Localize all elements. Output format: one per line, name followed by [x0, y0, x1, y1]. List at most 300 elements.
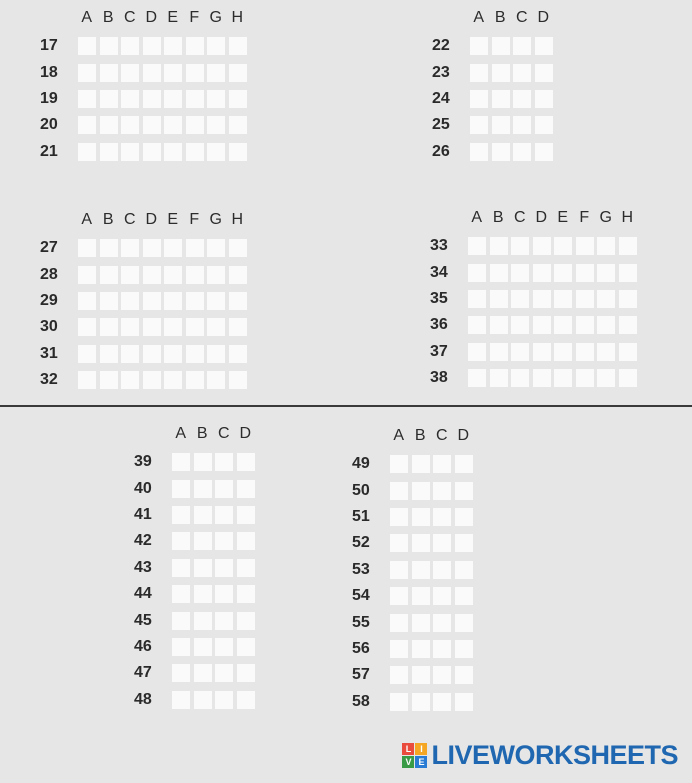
answer-box-31-b[interactable] — [100, 345, 118, 363]
answer-box-56-a[interactable] — [390, 640, 408, 658]
column-letter-h: H — [621, 209, 634, 226]
logo-letter-e: E — [415, 756, 427, 768]
answer-options — [172, 453, 255, 471]
answer-box-36-d[interactable] — [533, 316, 551, 334]
answer-box-28-c[interactable] — [121, 266, 139, 284]
answer-box-51-d[interactable] — [455, 508, 473, 526]
column-letter-d: D — [537, 9, 550, 26]
answer-box-45-c[interactable] — [215, 612, 233, 630]
answer-box-57-a[interactable] — [390, 666, 408, 684]
answer-box-23-a[interactable] — [470, 64, 488, 82]
answer-box-34-c[interactable] — [511, 264, 529, 282]
answer-box-49-d[interactable] — [455, 455, 473, 473]
answer-box-52-c[interactable] — [433, 534, 451, 552]
answer-box-30-a[interactable] — [78, 318, 96, 336]
column-header — [466, 209, 638, 227]
answer-options — [78, 345, 247, 363]
column-letter-b: B — [196, 425, 208, 442]
answer-box-24-a[interactable] — [470, 90, 488, 108]
answer-box-24-d[interactable] — [535, 90, 553, 108]
answer-box-54-b[interactable] — [412, 587, 430, 605]
answer-box-57-d[interactable] — [455, 666, 473, 684]
answer-box-30-d[interactable] — [143, 318, 161, 336]
answer-box-38-a[interactable] — [468, 369, 486, 387]
answer-box-45-b[interactable] — [194, 612, 212, 630]
answer-box-34-g[interactable] — [597, 264, 615, 282]
answer-box-25-b[interactable] — [492, 116, 510, 134]
answer-box-31-f[interactable] — [186, 345, 204, 363]
answer-box-49-c[interactable] — [433, 455, 451, 473]
answer-box-21-g[interactable] — [207, 143, 225, 161]
answer-box-42-c[interactable] — [215, 532, 233, 550]
answer-box-21-h[interactable] — [229, 143, 247, 161]
answer-box-28-a[interactable] — [78, 266, 96, 284]
question-number: 52 — [352, 534, 370, 552]
answer-box-22-d[interactable] — [535, 37, 553, 55]
answer-box-26-d[interactable] — [535, 143, 553, 161]
answer-box-53-b[interactable] — [412, 561, 430, 579]
question-row-22 — [432, 33, 553, 59]
answer-box-40-d[interactable] — [237, 480, 255, 498]
answer-box-55-a[interactable] — [390, 614, 408, 632]
answer-box-44-d[interactable] — [237, 585, 255, 603]
answer-box-33-e[interactable] — [554, 237, 572, 255]
answer-options — [172, 638, 255, 656]
answer-box-23-b[interactable] — [492, 64, 510, 82]
question-row-47 — [134, 660, 255, 686]
answer-box-50-a[interactable] — [390, 482, 408, 500]
answer-box-37-c[interactable] — [511, 343, 529, 361]
question-number: 48 — [134, 690, 152, 708]
answer-box-39-b[interactable] — [194, 453, 212, 471]
answer-box-32-c[interactable] — [121, 371, 139, 389]
answer-box-55-b[interactable] — [412, 614, 430, 632]
answer-options — [78, 266, 247, 284]
answer-box-53-c[interactable] — [433, 561, 451, 579]
question-number: 42 — [134, 532, 152, 550]
question-row-18 — [40, 59, 247, 85]
answer-box-44-b[interactable] — [194, 585, 212, 603]
answer-box-23-d[interactable] — [535, 64, 553, 82]
answer-box-49-a[interactable] — [390, 455, 408, 473]
answer-box-28-e[interactable] — [164, 266, 182, 284]
answer-box-28-h[interactable] — [229, 266, 247, 284]
answer-box-19-g[interactable] — [207, 90, 225, 108]
answer-box-48-d[interactable] — [237, 691, 255, 709]
answer-box-21-d[interactable] — [143, 143, 161, 161]
answer-options — [470, 116, 553, 134]
answer-box-37-f[interactable] — [576, 343, 594, 361]
answer-box-21-f[interactable] — [186, 143, 204, 161]
answer-box-17-d[interactable] — [143, 37, 161, 55]
answer-box-55-c[interactable] — [433, 614, 451, 632]
answer-box-31-g[interactable] — [207, 345, 225, 363]
answer-box-19-f[interactable] — [186, 90, 204, 108]
answer-box-25-c[interactable] — [513, 116, 531, 134]
answer-box-34-d[interactable] — [533, 264, 551, 282]
answer-box-17-f[interactable] — [186, 37, 204, 55]
answer-box-30-c[interactable] — [121, 318, 139, 336]
answer-box-20-e[interactable] — [164, 116, 182, 134]
answer-box-23-c[interactable] — [513, 64, 531, 82]
logo-letter-v: V — [402, 756, 414, 768]
question-number: 31 — [40, 344, 58, 362]
answer-box-47-d[interactable] — [237, 664, 255, 682]
answer-box-17-c[interactable] — [121, 37, 139, 55]
answer-box-49-b[interactable] — [412, 455, 430, 473]
answer-box-20-b[interactable] — [100, 116, 118, 134]
answer-box-19-e[interactable] — [164, 90, 182, 108]
logo-letter-l: L — [402, 743, 414, 755]
question-number: 56 — [352, 639, 370, 657]
answer-box-29-b[interactable] — [100, 292, 118, 310]
answer-box-25-a[interactable] — [470, 116, 488, 134]
answer-box-37-e[interactable] — [554, 343, 572, 361]
answer-box-31-d[interactable] — [143, 345, 161, 363]
answer-box-37-h[interactable] — [619, 343, 637, 361]
answer-box-35-e[interactable] — [554, 290, 572, 308]
answer-box-32-b[interactable] — [100, 371, 118, 389]
answer-box-18-g[interactable] — [207, 64, 225, 82]
question-row-20 — [40, 112, 247, 138]
answer-box-32-e[interactable] — [164, 371, 182, 389]
answer-box-36-b[interactable] — [490, 316, 508, 334]
answer-box-26-a[interactable] — [470, 143, 488, 161]
answer-box-30-h[interactable] — [229, 318, 247, 336]
answer-box-34-h[interactable] — [619, 264, 637, 282]
answer-box-57-b[interactable] — [412, 666, 430, 684]
answer-options — [78, 64, 247, 82]
answer-box-38-d[interactable] — [533, 369, 551, 387]
answer-box-52-a[interactable] — [390, 534, 408, 552]
answer-box-27-e[interactable] — [164, 239, 182, 257]
question-row-49 — [352, 451, 473, 477]
answer-box-27-f[interactable] — [186, 239, 204, 257]
answer-box-54-a[interactable] — [390, 587, 408, 605]
column-letter-h: H — [231, 211, 244, 228]
answer-box-30-b[interactable] — [100, 318, 118, 336]
answer-options — [390, 640, 473, 658]
answer-box-25-d[interactable] — [535, 116, 553, 134]
answer-options — [470, 143, 553, 161]
answer-box-43-a[interactable] — [172, 559, 190, 577]
answer-box-26-c[interactable] — [513, 143, 531, 161]
answer-box-54-d[interactable] — [455, 587, 473, 605]
answer-box-29-e[interactable] — [164, 292, 182, 310]
answer-box-38-f[interactable] — [576, 369, 594, 387]
answer-box-18-f[interactable] — [186, 64, 204, 82]
column-letter-a: A — [393, 427, 405, 444]
answer-box-39-a[interactable] — [172, 453, 190, 471]
answer-box-44-c[interactable] — [215, 585, 233, 603]
answer-box-40-c[interactable] — [215, 480, 233, 498]
answer-box-18-e[interactable] — [164, 64, 182, 82]
answer-box-27-g[interactable] — [207, 239, 225, 257]
answer-box-36-g[interactable] — [597, 316, 615, 334]
answer-box-17-g[interactable] — [207, 37, 225, 55]
answer-box-20-h[interactable] — [229, 116, 247, 134]
answer-box-17-e[interactable] — [164, 37, 182, 55]
answer-box-28-b[interactable] — [100, 266, 118, 284]
answer-box-32-a[interactable] — [78, 371, 96, 389]
answer-box-34-f[interactable] — [576, 264, 594, 282]
answer-box-37-a[interactable] — [468, 343, 486, 361]
answer-box-28-d[interactable] — [143, 266, 161, 284]
answer-box-18-h[interactable] — [229, 64, 247, 82]
answer-box-50-d[interactable] — [455, 482, 473, 500]
answer-box-58-a[interactable] — [390, 693, 408, 711]
answer-box-30-g[interactable] — [207, 318, 225, 336]
answer-box-58-c[interactable] — [433, 693, 451, 711]
answer-box-46-c[interactable] — [215, 638, 233, 656]
answer-box-50-b[interactable] — [412, 482, 430, 500]
answer-box-51-b[interactable] — [412, 508, 430, 526]
answer-box-33-g[interactable] — [597, 237, 615, 255]
answer-box-19-b[interactable] — [100, 90, 118, 108]
answer-box-18-c[interactable] — [121, 64, 139, 82]
answer-box-19-a[interactable] — [78, 90, 96, 108]
answer-box-43-b[interactable] — [194, 559, 212, 577]
answer-box-27-d[interactable] — [143, 239, 161, 257]
answer-box-37-g[interactable] — [597, 343, 615, 361]
answer-box-43-c[interactable] — [215, 559, 233, 577]
answer-box-42-a[interactable] — [172, 532, 190, 550]
answer-box-58-b[interactable] — [412, 693, 430, 711]
question-row-56 — [352, 636, 473, 662]
answer-options — [390, 482, 473, 500]
answer-box-55-d[interactable] — [455, 614, 473, 632]
answer-box-27-c[interactable] — [121, 239, 139, 257]
answer-box-41-d[interactable] — [237, 506, 255, 524]
answer-box-39-c[interactable] — [215, 453, 233, 471]
answer-box-21-b[interactable] — [100, 143, 118, 161]
answer-box-35-c[interactable] — [511, 290, 529, 308]
answer-box-36-f[interactable] — [576, 316, 594, 334]
question-row-50 — [352, 477, 473, 503]
answer-box-29-h[interactable] — [229, 292, 247, 310]
answer-box-33-b[interactable] — [490, 237, 508, 255]
liveworksheets-wordmark: LIVEWORKSHEETS — [431, 740, 678, 770]
answer-box-52-d[interactable] — [455, 534, 473, 552]
answer-box-31-e[interactable] — [164, 345, 182, 363]
answer-box-22-c[interactable] — [513, 37, 531, 55]
question-number: 53 — [352, 560, 370, 578]
answer-box-41-c[interactable] — [215, 506, 233, 524]
answer-box-20-a[interactable] — [78, 116, 96, 134]
answer-box-46-d[interactable] — [237, 638, 255, 656]
logo-letter-i: I — [415, 743, 427, 755]
answer-box-56-c[interactable] — [433, 640, 451, 658]
answer-box-46-a[interactable] — [172, 638, 190, 656]
answer-box-18-b[interactable] — [100, 64, 118, 82]
answer-box-48-a[interactable] — [172, 691, 190, 709]
answer-box-35-d[interactable] — [533, 290, 551, 308]
answer-box-17-h[interactable] — [229, 37, 247, 55]
answer-box-26-b[interactable] — [492, 143, 510, 161]
answer-box-18-a[interactable] — [78, 64, 96, 82]
answer-box-46-b[interactable] — [194, 638, 212, 656]
column-header — [76, 9, 248, 27]
answer-box-33-h[interactable] — [619, 237, 637, 255]
answer-box-31-a[interactable] — [78, 345, 96, 363]
answer-box-32-d[interactable] — [143, 371, 161, 389]
answer-box-32-h[interactable] — [229, 371, 247, 389]
answer-options — [390, 666, 473, 684]
question-number: 27 — [40, 239, 58, 257]
answer-options — [172, 532, 255, 550]
answer-box-40-b[interactable] — [194, 480, 212, 498]
answer-box-51-c[interactable] — [433, 508, 451, 526]
column-letter-a: A — [81, 9, 93, 26]
answer-box-57-c[interactable] — [433, 666, 451, 684]
answer-box-19-d[interactable] — [143, 90, 161, 108]
question-row-27 — [40, 235, 247, 261]
question-row-33 — [430, 233, 637, 259]
answer-box-48-c[interactable] — [215, 691, 233, 709]
answer-options — [390, 508, 473, 526]
answer-box-21-c[interactable] — [121, 143, 139, 161]
answer-box-22-b[interactable] — [492, 37, 510, 55]
answer-box-56-b[interactable] — [412, 640, 430, 658]
answer-box-35-g[interactable] — [597, 290, 615, 308]
question-number: 23 — [432, 63, 450, 81]
answer-box-36-c[interactable] — [511, 316, 529, 334]
answer-box-29-a[interactable] — [78, 292, 96, 310]
answer-box-22-a[interactable] — [470, 37, 488, 55]
answer-box-35-f[interactable] — [576, 290, 594, 308]
answer-box-39-d[interactable] — [237, 453, 255, 471]
answer-box-20-f[interactable] — [186, 116, 204, 134]
answer-box-47-c[interactable] — [215, 664, 233, 682]
answer-box-38-b[interactable] — [490, 369, 508, 387]
answer-box-31-c[interactable] — [121, 345, 139, 363]
answer-box-53-d[interactable] — [455, 561, 473, 579]
answer-box-18-d[interactable] — [143, 64, 161, 82]
column-letter-e: E — [167, 9, 179, 26]
answer-box-38-c[interactable] — [511, 369, 529, 387]
question-row-45 — [134, 607, 255, 633]
answer-box-27-a[interactable] — [78, 239, 96, 257]
question-row-35 — [430, 286, 637, 312]
question-number: 51 — [352, 507, 370, 525]
answer-box-19-h[interactable] — [229, 90, 247, 108]
question-number: 17 — [40, 37, 58, 55]
answer-box-33-a[interactable] — [468, 237, 486, 255]
answer-box-20-g[interactable] — [207, 116, 225, 134]
answer-box-36-h[interactable] — [619, 316, 637, 334]
answer-box-45-d[interactable] — [237, 612, 255, 630]
answer-box-47-a[interactable] — [172, 664, 190, 682]
answer-box-42-d[interactable] — [237, 532, 255, 550]
answer-box-27-h[interactable] — [229, 239, 247, 257]
answer-box-48-b[interactable] — [194, 691, 212, 709]
answer-options — [468, 237, 637, 255]
answer-options — [78, 239, 247, 257]
answer-box-29-c[interactable] — [121, 292, 139, 310]
answer-box-35-h[interactable] — [619, 290, 637, 308]
answer-box-37-d[interactable] — [533, 343, 551, 361]
answer-box-43-d[interactable] — [237, 559, 255, 577]
answer-box-29-d[interactable] — [143, 292, 161, 310]
answer-box-30-f[interactable] — [186, 318, 204, 336]
column-letter-a: A — [473, 9, 485, 26]
answer-box-37-b[interactable] — [490, 343, 508, 361]
answer-options — [172, 559, 255, 577]
question-number: 29 — [40, 291, 58, 309]
answer-box-33-f[interactable] — [576, 237, 594, 255]
answer-box-29-g[interactable] — [207, 292, 225, 310]
answer-box-44-a[interactable] — [172, 585, 190, 603]
answer-box-38-g[interactable] — [597, 369, 615, 387]
question-number: 45 — [134, 611, 152, 629]
answer-box-29-f[interactable] — [186, 292, 204, 310]
answer-box-24-c[interactable] — [513, 90, 531, 108]
answer-box-28-f[interactable] — [186, 266, 204, 284]
answer-box-35-b[interactable] — [490, 290, 508, 308]
answer-box-28-g[interactable] — [207, 266, 225, 284]
answer-box-58-d[interactable] — [455, 693, 473, 711]
answer-box-30-e[interactable] — [164, 318, 182, 336]
answer-box-32-g[interactable] — [207, 371, 225, 389]
answer-box-38-h[interactable] — [619, 369, 637, 387]
column-letter-f: F — [579, 209, 590, 226]
answer-box-47-b[interactable] — [194, 664, 212, 682]
answer-box-53-a[interactable] — [390, 561, 408, 579]
answer-box-31-h[interactable] — [229, 345, 247, 363]
answer-box-41-b[interactable] — [194, 506, 212, 524]
question-row-30 — [40, 314, 247, 340]
answer-box-52-b[interactable] — [412, 534, 430, 552]
answer-box-21-a[interactable] — [78, 143, 96, 161]
question-number: 50 — [352, 481, 370, 499]
answer-box-19-c[interactable] — [121, 90, 139, 108]
answer-box-38-e[interactable] — [554, 369, 572, 387]
answer-box-36-e[interactable] — [554, 316, 572, 334]
answer-box-54-c[interactable] — [433, 587, 451, 605]
answer-box-45-a[interactable] — [172, 612, 190, 630]
answer-box-34-e[interactable] — [554, 264, 572, 282]
answer-box-33-c[interactable] — [511, 237, 529, 255]
answer-box-36-a[interactable] — [468, 316, 486, 334]
answer-box-41-a[interactable] — [172, 506, 190, 524]
question-row-28 — [40, 261, 247, 287]
answer-box-51-a[interactable] — [390, 508, 408, 526]
answer-box-42-b[interactable] — [194, 532, 212, 550]
column-letter-c: C — [217, 425, 230, 442]
answer-options — [172, 506, 255, 524]
answer-box-20-d[interactable] — [143, 116, 161, 134]
answer-box-21-e[interactable] — [164, 143, 182, 161]
answer-box-34-b[interactable] — [490, 264, 508, 282]
answer-box-20-c[interactable] — [121, 116, 139, 134]
answer-box-32-f[interactable] — [186, 371, 204, 389]
answer-box-35-a[interactable] — [468, 290, 486, 308]
answer-box-27-b[interactable] — [100, 239, 118, 257]
answer-box-33-d[interactable] — [533, 237, 551, 255]
answer-options — [390, 614, 473, 632]
answer-box-17-b[interactable] — [100, 37, 118, 55]
answer-box-24-b[interactable] — [492, 90, 510, 108]
question-row-17 — [40, 33, 247, 59]
answer-box-50-c[interactable] — [433, 482, 451, 500]
question-number: 35 — [430, 289, 448, 307]
answer-box-34-a[interactable] — [468, 264, 486, 282]
answer-box-17-a[interactable] — [78, 37, 96, 55]
question-row-19 — [40, 86, 247, 112]
answer-box-56-d[interactable] — [455, 640, 473, 658]
answer-options — [78, 318, 247, 336]
answer-box-40-a[interactable] — [172, 480, 190, 498]
